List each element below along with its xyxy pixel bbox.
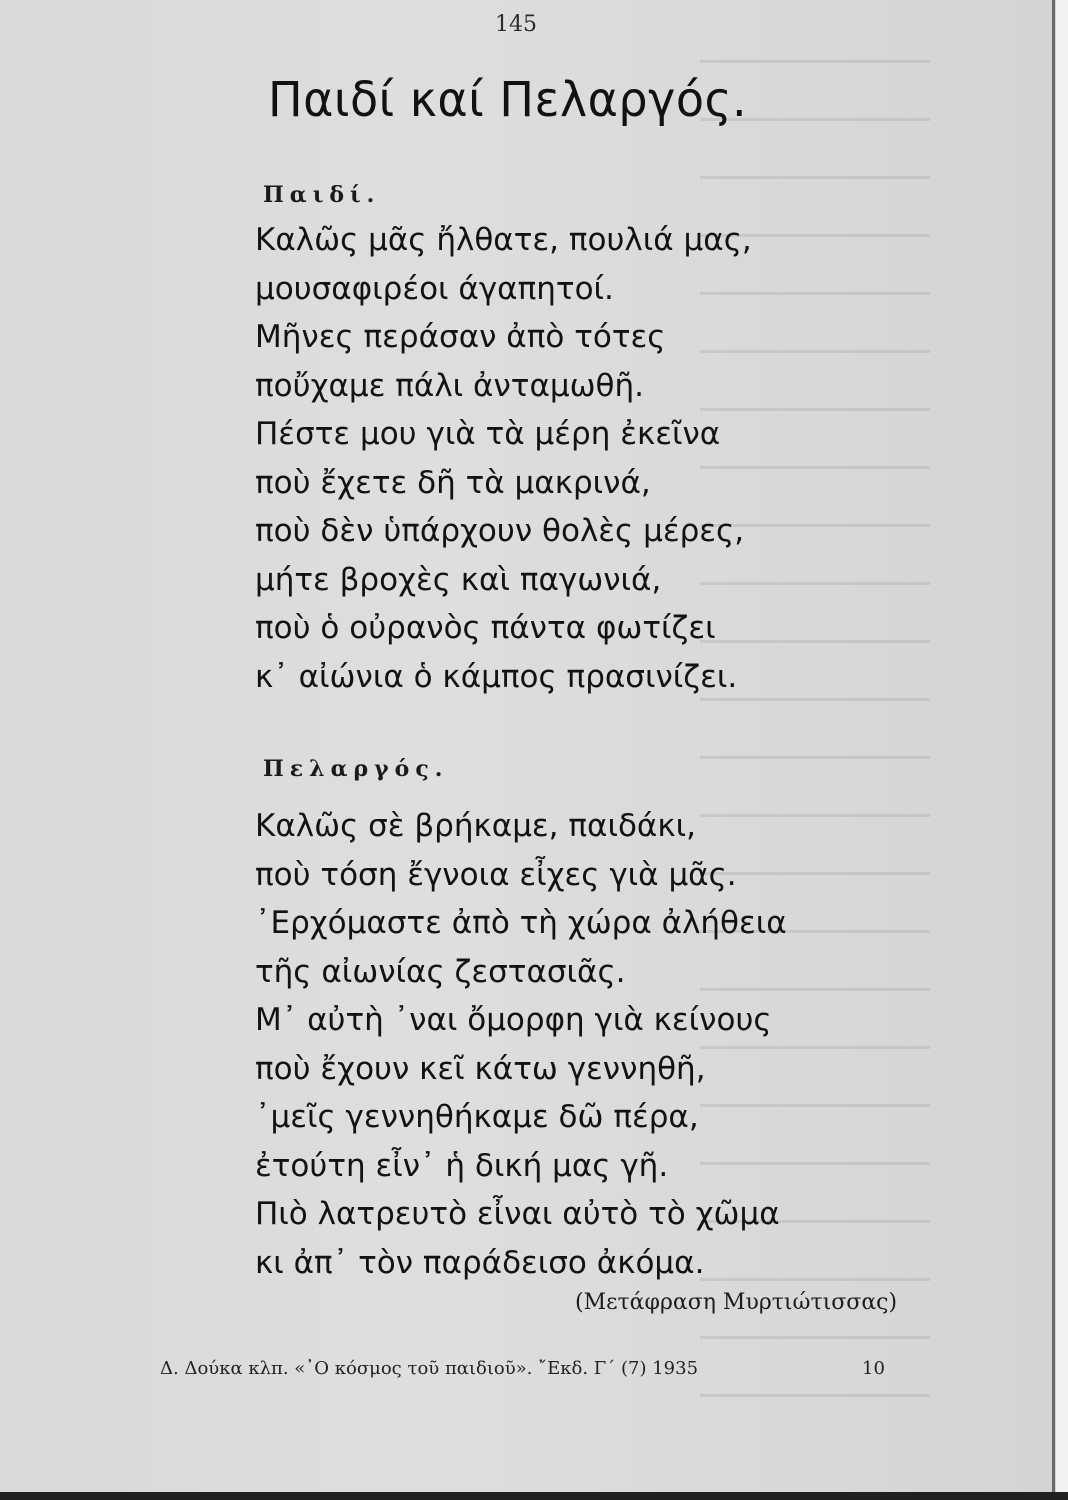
verse-line: Καλῶς σὲ βρήκαμε, παιδάκι, <box>255 808 696 844</box>
child-verse <box>255 216 752 701</box>
verse-line: ποὺ ὁ οὐρανὸς πάντα φωτίζει <box>255 610 716 646</box>
verse-line: κι ἀπ᾿ τὸν παράδεισο ἀκόμα. <box>255 1244 705 1281</box>
verse-line: ᾿Ερχόμαστε ἀπὸ τὴ χώρα ἀλήθεια <box>255 905 787 941</box>
verse-line: ποὺ ἔχετε δῆ τὰ μακρινά, <box>255 464 651 501</box>
footer-signature-mark: 10 <box>862 1358 885 1379</box>
verse-line: ποὺ δὲν ὑπάρχουν θολὲς μέρες, <box>255 513 745 549</box>
page-number: 145 <box>495 12 537 37</box>
bottom-border <box>0 1492 1068 1500</box>
poem-title: Παιδί καί Πελαργός. <box>268 70 748 128</box>
translator-attribution: (Μετάφραση Μυρτιώτισσας) <box>575 1290 898 1315</box>
page-edge <box>1056 0 1068 1500</box>
verse-line: μουσαφιρέοι άγαπητοί. <box>255 270 614 307</box>
verse-line: ἐτούτη εἶν᾿ ἡ δική μας γῆ. <box>255 1147 669 1184</box>
verse-line: Μῆνες περάσαν ἀπὸ τότες <box>255 319 666 355</box>
speaker-stork-label: Πελαργός. <box>263 756 449 782</box>
verse-line: Καλῶς μᾶς ἤλθατε, πουλιά μας, <box>255 222 752 258</box>
verse-line: ποὺ ἔχουν κεῖ κάτω γεννηθῆ, <box>255 1050 706 1087</box>
verse-line: τῆς αἰωνίας ζεστασιᾶς. <box>255 953 626 990</box>
verse-line: Μ᾿ αὐτὴ ᾿ναι ὄμορφη γιὰ κείνους <box>255 1002 772 1038</box>
page-edge-line <box>1052 0 1055 1500</box>
footer-publication-line: Δ. Δούκα κλπ. «᾿Ο κόσμος τοῦ παιδιοῦ». ῎Εκδ. Γ΄ (7) 1935 <box>160 1358 699 1379</box>
verse-line: ποὺ τόση ἔγνοια εἶχες γιὰ μᾶς. <box>255 856 737 893</box>
verse-line: ποὔχαμε πάλι ἀνταμωθῆ. <box>255 367 645 404</box>
verse-line: μήτε βροχὲς καὶ παγωνιά, <box>255 561 662 598</box>
speaker-child-label: Παιδί. <box>263 182 381 208</box>
verse-line: ᾿μεῖς γεννηθήκαμε δῶ πέρα, <box>255 1099 699 1135</box>
verse-line: Πέστε μου γιὰ τὰ μέρη ἐκεῖνα <box>255 416 721 452</box>
verse-line: Πιὸ λατρευτὸ εἶναι αὐτὸ τὸ χῶμα <box>255 1196 780 1232</box>
verse-line: κ᾿ αἰώνια ὁ κάμπος πρασινίζει. <box>255 658 738 695</box>
stork-verse <box>255 802 787 1287</box>
